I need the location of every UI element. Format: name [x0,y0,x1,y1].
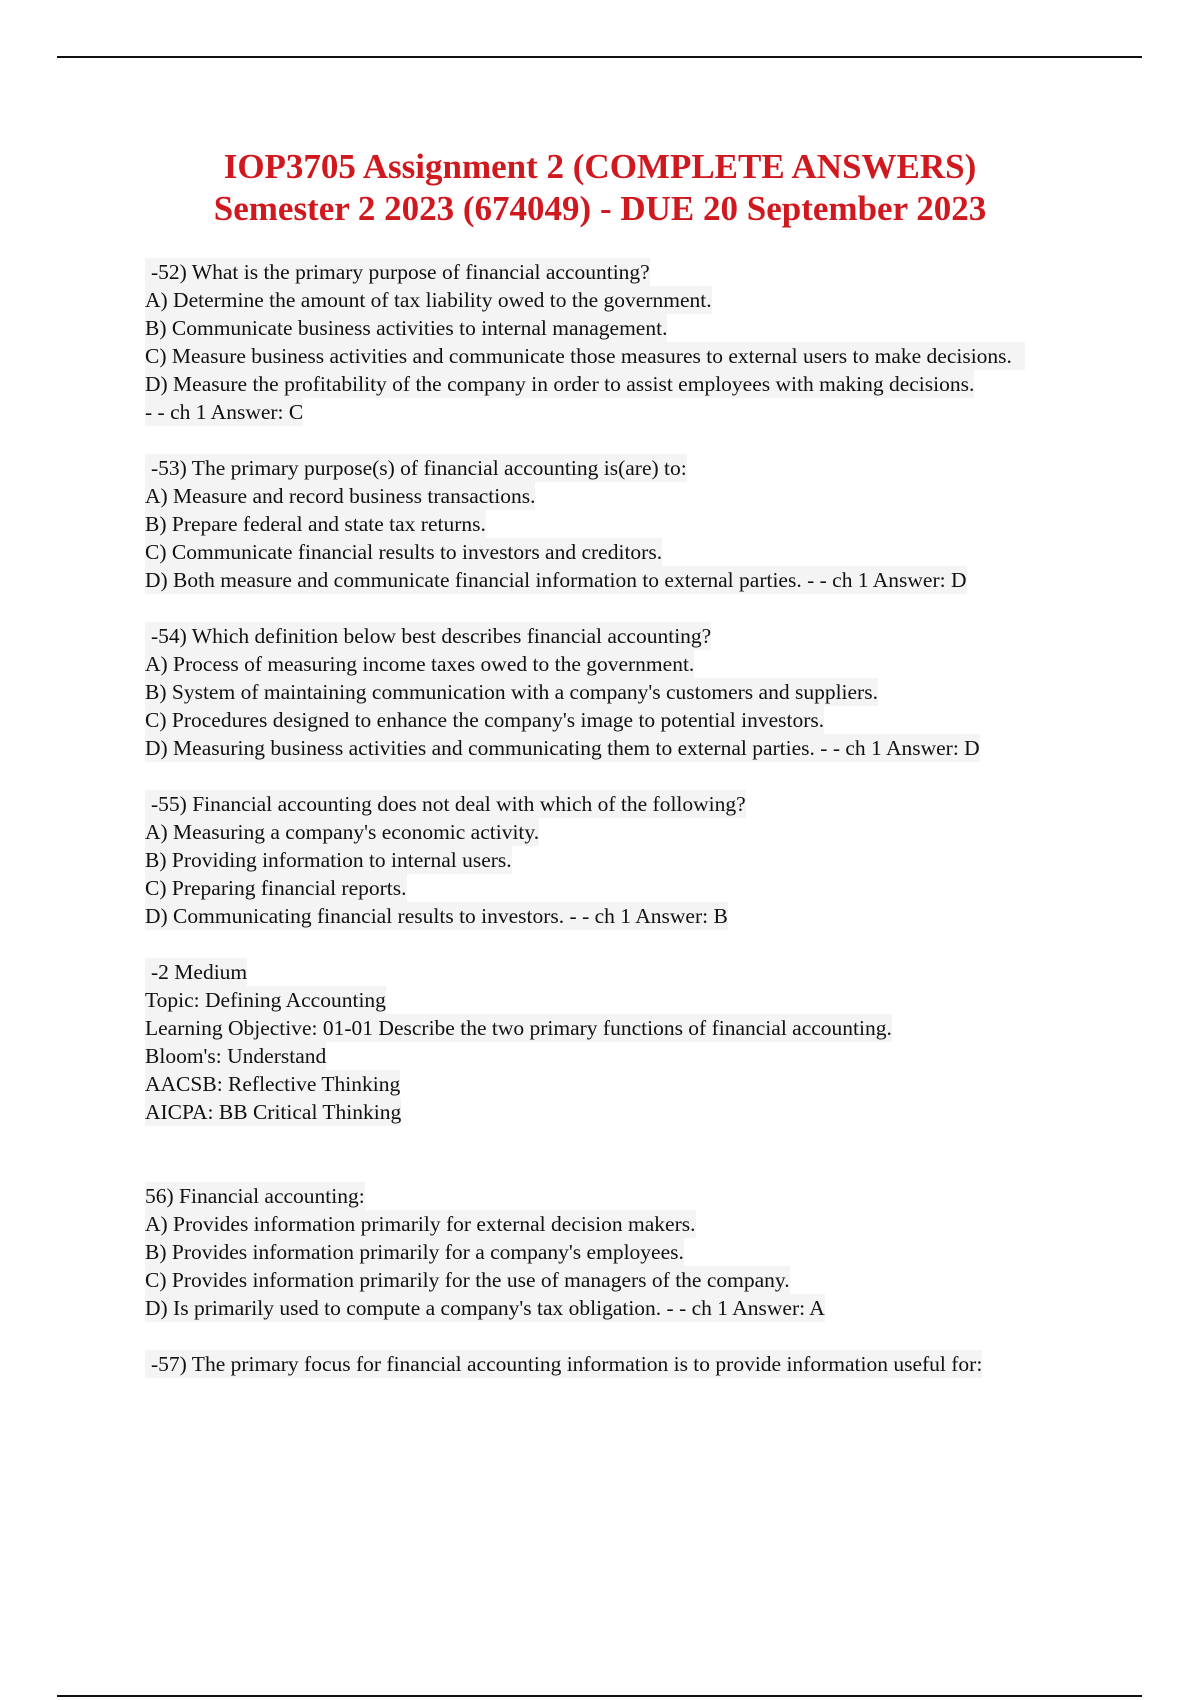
question-text: -57) The primary focus for financial accounting information is to provide information useful for: [145,1350,982,1378]
question-text: -55) Financial accounting does not deal with which of the following? [145,790,746,818]
question-54 [145,622,1155,762]
objective-text: Learning Objective: 01-01 Describe the two primary functions of financial accounting. [145,1016,892,1040]
option-a: A) Provides information primarily for external decision makers. [145,1212,696,1236]
question-55 [145,790,1155,930]
option-a: A) Process of measuring income taxes owed to the government. [145,652,695,676]
question-text: -53) The primary purpose(s) of financial accounting is(are) to: [145,454,687,482]
aicpa-text: AICPA: BB Critical Thinking [145,1100,402,1124]
title-line-2: Semester 2 2023 (674049) - DUE 20 September 2023 [213,189,987,228]
option-b: B) Providing information to internal users. [145,848,512,872]
option-b: B) System of maintaining communication with a company's customers and suppliers. [145,680,878,704]
bottom-rule [57,1695,1142,1697]
question-52 [145,258,1155,426]
document-body [145,258,1155,1406]
option-d: D) Communicating financial results to investors. - - ch 1 Answer: B [145,904,728,928]
difficulty-text: -2 Medium [145,958,247,986]
question-text: 56) Financial accounting: [145,1184,365,1208]
question-56 [145,1182,1155,1322]
question-metadata [145,958,1155,1126]
title-line-1: IOP3705 Assignment 2 (COMPLETE ANSWERS) [223,147,977,186]
top-rule [57,56,1142,58]
option-c: C) Provides information primarily for the use of managers of the company. [145,1268,790,1292]
option-b: B) Provides information primarily for a company's employees. [145,1240,684,1264]
topic-text: Topic: Defining Accounting [145,988,386,1012]
option-d: D) Measuring business activities and communicating them to external parties. - - ch 1 Answer: D [145,736,980,760]
option-d: D) Both measure and communicate financial information to external parties. - - ch 1 Answer: D [145,568,967,592]
option-a: A) Measuring a company's economic activity. [145,820,540,844]
option-c: C) Communicate financial results to investors and creditors. [145,540,663,564]
option-d: D) Is primarily used to compute a company's tax obligation. - - ch 1 Answer: A [145,1296,825,1320]
option-c: C) Measure business activities and communicate those measures to external users to make decisions. [145,342,1025,370]
option-c: C) Procedures designed to enhance the company's image to potential investors. [145,708,825,732]
option-a: A) Determine the amount of tax liability owed to the government. [145,288,712,312]
question-text: -52) What is the primary purpose of financial accounting? [145,258,650,286]
option-b: B) Communicate business activities to internal management. [145,316,668,340]
option-b: B) Prepare federal and state tax returns. [145,512,486,536]
document-title [0,146,1200,230]
question-53 [145,454,1155,594]
question-57 [145,1350,1155,1378]
bloom-text: Bloom's: Understand [145,1044,327,1068]
option-c: C) Preparing financial reports. [145,876,407,900]
question-text: -54) Which definition below best describes financial accounting? [145,622,711,650]
option-d: D) Measure the profitability of the company in order to assist employees with making decisions. [145,372,975,396]
aacsb-text: AACSB: Reflective Thinking [145,1072,401,1096]
option-a: A) Measure and record business transactions. [145,484,536,508]
answer-text: - - ch 1 Answer: C [145,400,304,424]
